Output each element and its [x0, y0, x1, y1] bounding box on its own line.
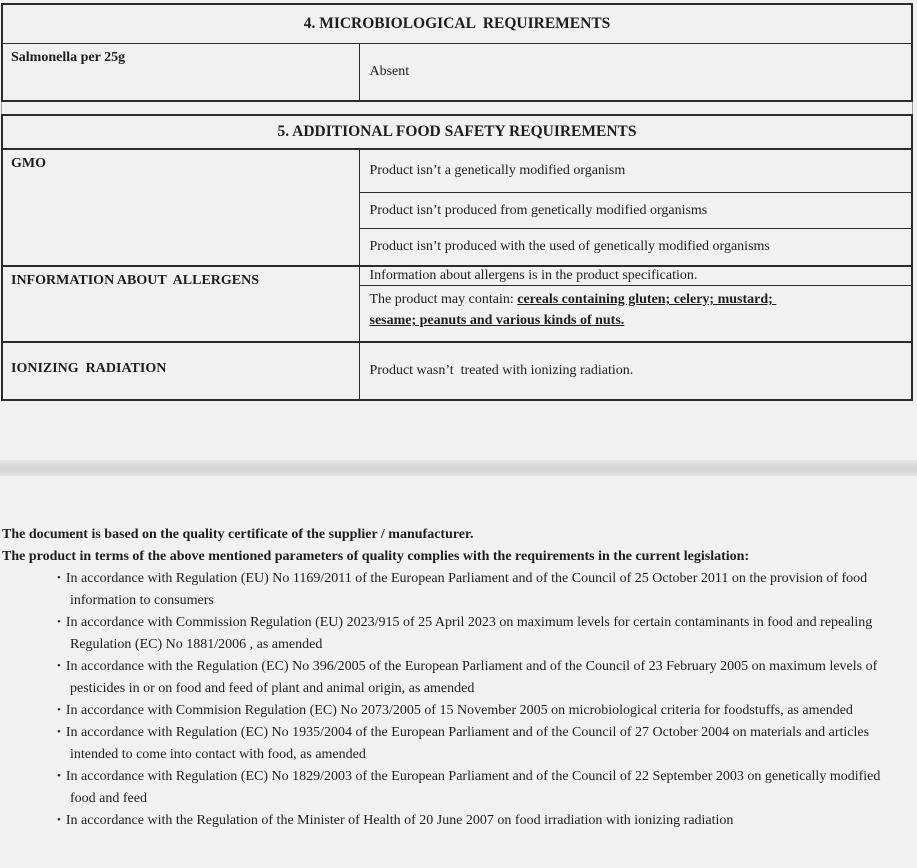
table-row: [2, 149, 912, 193]
page-separator-band: [0, 460, 917, 476]
table-row: [2, 266, 912, 286]
section-5-header: 5. ADDITIONAL FOOD SAFETY REQUIREMENTS: [2, 115, 912, 149]
gmo-value-1: Product isn’t a genetically modified organism: [359, 149, 912, 193]
gmo-value-2: Product isn’t produced from genetically modified organisms: [359, 193, 912, 229]
microbiological-requirements-table: [1, 3, 913, 102]
allergens-prefix-text: The product may contain:: [369, 292, 518, 307]
requirements-tables: [1, 3, 913, 401]
legislation-item-1: • In accordance with Regulation (EU) No 1169/2011 of the European Parliament and of the Council of 25 October 2011 on the provision of food information to consumers: [2, 568, 907, 612]
legislation-text-block: [2, 524, 907, 832]
legislation-item-7: • In accordance with the Regulation of the Minister of Health of 20 June 2007 on food irradiation with ionizing radiation: [2, 810, 907, 832]
legislation-list: [2, 568, 907, 832]
legislation-item-5: • In accordance with Regulation (EC) No 1935/2004 of the European Parliament and of the Council of 27 October 2004 on materials and articles intended to come into contact with food, as amended: [2, 722, 907, 766]
compliance-statement: The product in terms of the above mentioned parameters of quality complies with the requirements in the current legislation:: [2, 549, 750, 564]
supplier-certificate-statement: The document is based on the quality certificate of the supplier / manufacturer.: [2, 527, 474, 542]
legislation-item-3: • In accordance with the Regulation (EC) No 396/2005 of the European Parliament and of the Council of 23 February 2005 on maximum levels of pesticides in or on food and feed of plant and animal origin, as amended: [2, 656, 907, 700]
table-gap: [1, 102, 913, 114]
legislation-item-4: • In accordance with Commision Regulation (EC) No 2073/2005 of 15 November 2005 on microbiological criteria for foodstuffs, as amended: [2, 700, 907, 722]
salmonella-value: Absent: [359, 44, 912, 102]
legislation-item-6: • In accordance with Regulation (EC) No 1829/2003 of the European Parliament and of the Council of 22 September 2003 on genetically modified food and feed: [2, 766, 907, 810]
allergens-value-2: [359, 286, 912, 343]
table-row: [2, 44, 912, 102]
gmo-value-3: Product isn’t produced with the used of genetically modified organisms: [359, 229, 912, 267]
gmo-label: GMO: [2, 149, 359, 266]
additional-food-safety-table: [1, 114, 913, 401]
allergens-bold-text-line2: sesame; peanuts and various kinds of nuts.: [369, 313, 625, 328]
section-5-header-row: [2, 115, 912, 149]
allergens-bold-text-line1: cereals containing gluten; celery; mustard;: [517, 292, 777, 307]
section-4-header: 4. MICROBIOLOGICAL REQUIREMENTS: [2, 4, 912, 44]
salmonella-label: Salmonella per 25g: [2, 44, 359, 102]
allergens-label: INFORMATION ABOUT ALLERGENS: [2, 266, 359, 342]
ionizing-radiation-value: Product wasn’t treated with ionizing radiation.: [359, 342, 912, 400]
legislation-item-2: • In accordance with Commission Regulation (EU) 2023/915 of 25 April 2023 on maximum levels for certain contaminants in food and repealing Regulation (EC) No 1881/2006 , as amended: [2, 612, 907, 656]
table-row: [2, 342, 912, 400]
ionizing-radiation-label: IONIZING RADIATION: [2, 342, 359, 400]
allergens-value-1: Information about allergens is in the product specification.: [359, 266, 912, 286]
section-4-header-row: [2, 4, 912, 44]
